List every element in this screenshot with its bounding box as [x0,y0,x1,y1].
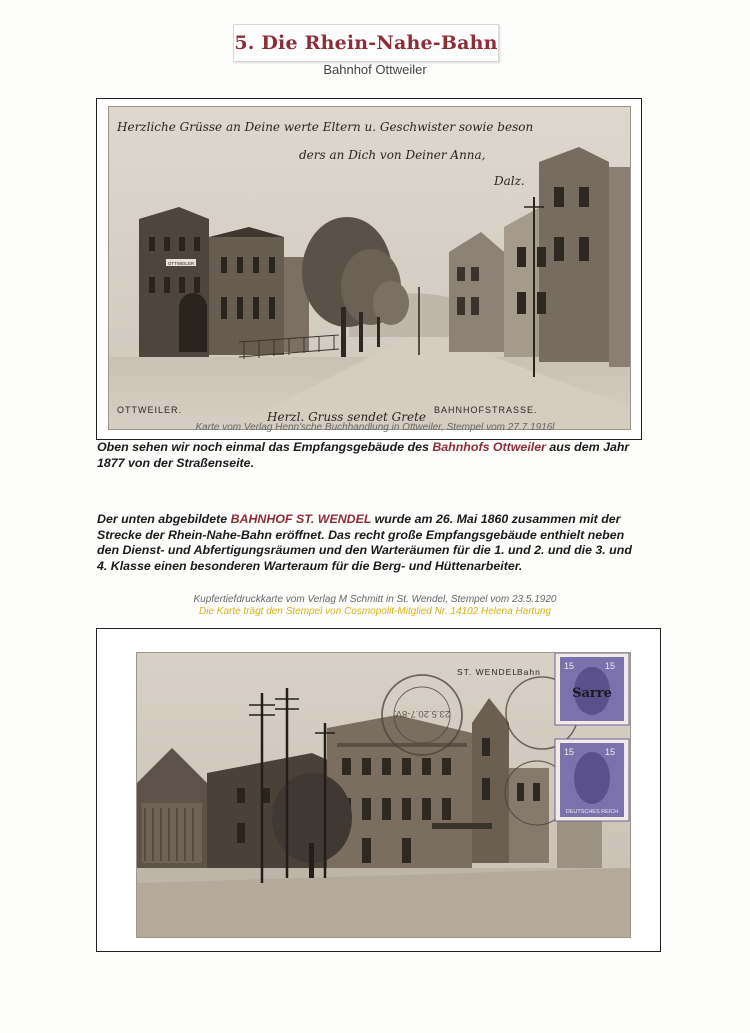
stamp2-value-left: 15 [564,747,575,757]
paragraph-ottweiler [97,440,645,471]
highlight-bahnhof-ottweiler: Bahnhofs Ottweiler [432,440,546,454]
postcard1-handwriting-bottom: Herzl. Gruss sendet Grete [267,410,427,424]
paragraph2-text-b: wurde am 26. Mai 1860 zusammen mit der Strecke der Rhein-Nahe-Bahn eröffnet. Das recht große Empfangsgebäude enthielt neben den Dienst- und Abfertigungsräumen und den Warteräumen für die 1. und 2. und die 3. und 4. Klasse einen besonderen Warteraum für die Berg- und Hüttenarbeiter. [97,512,632,573]
stamp-sarre [555,653,629,725]
page-subtitle: Bahnhof Ottweiler [323,62,427,77]
stamp1-value-left: 15 [564,661,575,671]
postcard1-handwriting-line1: Herzliche Grüsse an Deine werte Eltern u. Geschwister sowie beson [117,120,534,134]
stamp2-value-right: 15 [605,747,616,757]
station-sign-text: OTTWEILER [167,261,195,266]
stamp2-label: DEUTSCHES REICH [565,809,619,815]
postcard2-print-top-cut: Bahn [517,667,541,677]
stamp1-overprint: Sarre [572,686,612,701]
paragraph-st-wendel [97,512,645,574]
caption-card1: Karte vom Verlag Henn'sche Buchhandlung in Ottweiler, Stempel vom 27.7.1916l [195,422,555,433]
postcard1-handwriting-line2: ders an Dich von Deiner Anna, [299,148,486,162]
paragraph1-text-b: aus dem Jahr 1877 von der Straßenseite. [97,440,630,470]
postcard1-print-right: BAHNHOFSTRASSE. [434,405,538,415]
caption-card2-note: Die Karte trägt den Stempel von Cosmopolit-Mitglied Nr. 14102 Helena Hartung [198,606,552,617]
postcard1-handwriting-line3: Dalz. [494,174,525,188]
postcard-ottweiler-image [109,107,630,429]
highlight-bahnhof-st-wendel: BAHNHOF ST. WENDEL [230,512,372,526]
postcard-st-wendel [137,653,630,937]
page-title: 5. Die Rhein-Nahe-Bahn [234,32,498,54]
stamp1-value-right: 15 [605,661,616,671]
postcard-st-wendel-image [137,653,630,937]
caption-card2: Kupfertiefdruckkarte vom Verlag M Schmitt in St. Wendel, Stempel vom 23.5.1920 [193,594,557,605]
stamp-deutsches-reich [555,739,629,821]
postmark-date: 23.5.20.7-8V. [393,708,451,719]
paragraph1-text-a: Oben sehen wir noch einmal das Empfangsgebäude des [97,440,433,454]
postcard1-print-left: OTTWEILER. [117,405,183,415]
postcard2-print-top: ST. WENDEL [457,667,519,677]
postcard-frame-st-wendel [96,628,661,952]
title-box [233,24,499,62]
postcard-frame-ottweiler [96,98,642,440]
paragraph2-text-a: Der unten abgebildete [97,512,231,526]
postcard-ottweiler [109,107,630,429]
